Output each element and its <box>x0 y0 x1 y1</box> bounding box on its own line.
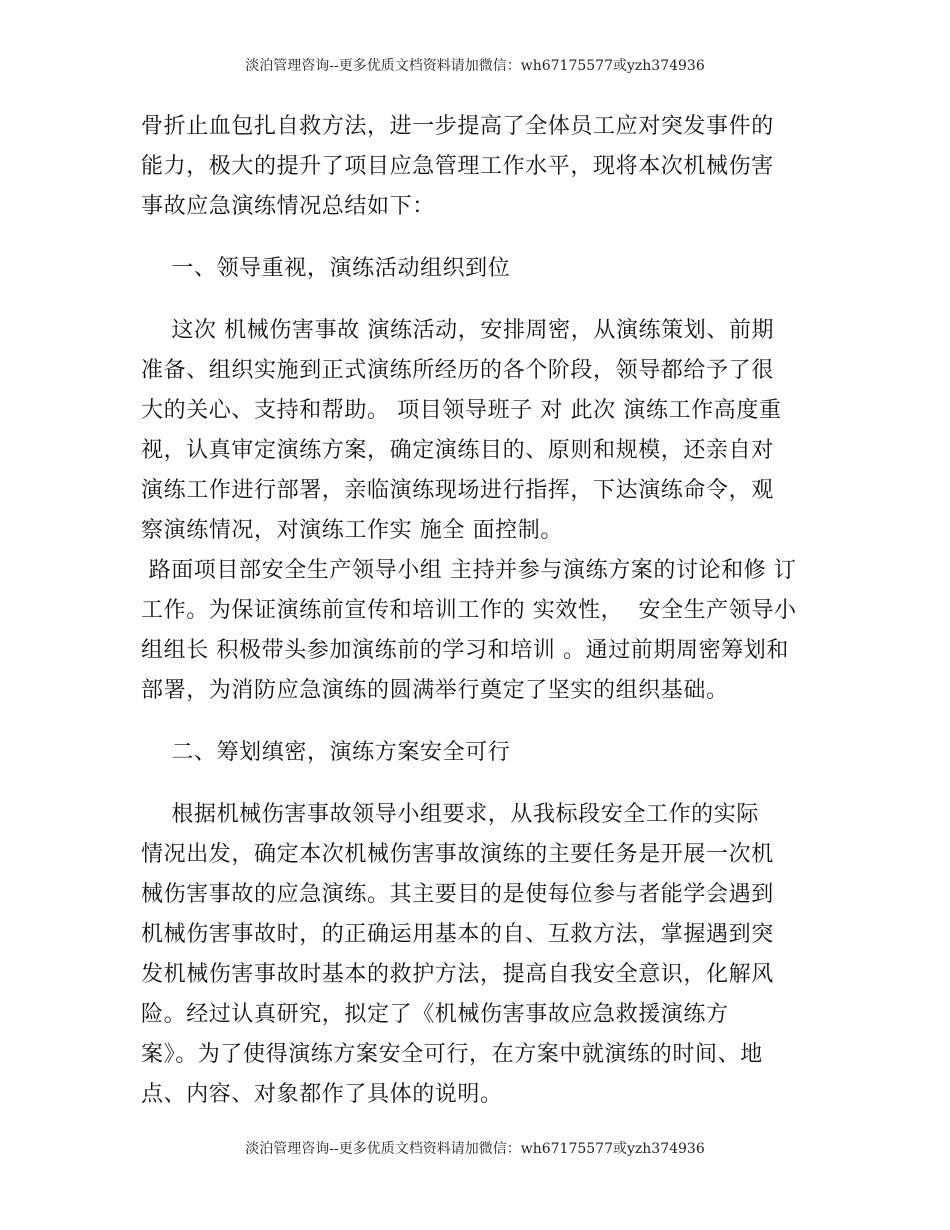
text-line: 情况出发，确定本次机械伤害事故演练的主要任务是开展一次机 <box>141 842 774 867</box>
text-line: 察演练情况，对演练工作实 施全 面控制。 <box>141 518 563 543</box>
section-heading: 二、筹划缜密，演练方案安全可行 <box>141 740 511 765</box>
text-line: 机械伤害事故时，的正确运用基本的自、互救方法，掌握遇到突 <box>141 922 774 947</box>
page-header: 淡泊管理咨询--更多优质文档资料请加微信：wh67175577或yzh374936 <box>245 58 705 74</box>
text-line: 事故应急演练情况总结如下： <box>141 194 435 219</box>
text-line: 械伤害事故的应急演练。其主要目的是使每位参与者能学会遇到 <box>141 882 774 907</box>
section2-paragraph-1 <box>141 795 811 1115</box>
text-line: 演练工作进行部署，亲临演练现场进行指挥，下达演练命令，观 <box>141 478 774 503</box>
text-line: 根据机械伤害事故领导小组要求，从我标段安全工作的实际 <box>141 802 759 827</box>
section-heading: 一、领导重视，演练活动组织到位 <box>141 256 511 281</box>
text-line: 准备、组织实施到正式演练所经历的各个阶段，领导都给予了很 <box>141 358 774 383</box>
intro-paragraph <box>141 107 811 227</box>
text-line: 骨折止血包扎自救方法，进一步提高了全体员工应对突发事件的 <box>141 114 774 139</box>
text-line: 工作。为保证演练前宣传和培训工作的 实效性， 安全生产领导小 <box>141 598 797 623</box>
text-line: 这次 机械伤害事故 演练活动，安排周密，从演练策划、前期 <box>141 318 775 343</box>
text-line: 视，认真审定演练方案，确定演练目的、原则和规模，还亲自对 <box>141 438 774 463</box>
text-line: 案》。为了使得演练方案安全可行，在方案中就演练的时间、地 <box>141 1042 763 1067</box>
text-line: 大的关心、支持和帮助。 项目领导班子 对 此次 演练工作高度重 <box>141 398 782 423</box>
text-line: 能力，极大的提升了项目应急管理工作水平，现将本次机械伤害 <box>141 154 774 179</box>
text-line: 发机械伤害事故时基本的救护方法，提高自我安全意识，化解风 <box>141 962 774 987</box>
page-footer: 淡泊管理咨询--更多优质文档资料请加微信：wh67175577或yzh374936 <box>245 1141 705 1157</box>
text-line: 组组长 积极带头参加演练前的学习和培训 。通过前期周密筹划和 <box>141 638 789 663</box>
section1-paragraph-2 <box>141 551 811 711</box>
text-line: 路面项目部安全生产领导小组 主持并参与演练方案的讨论和修 订 <box>141 558 797 583</box>
text-line: 部署，为消防应急演练的圆满举行奠定了坚实的组织基础。 <box>141 678 729 703</box>
section1-paragraph-1 <box>141 311 811 551</box>
text-line: 点、内容、对象都作了具体的说明。 <box>141 1082 503 1107</box>
text-line: 险。经过认真研究，拟定了《机械伤害事故应急救援演练方 <box>141 1002 729 1027</box>
document-body <box>141 107 811 1115</box>
